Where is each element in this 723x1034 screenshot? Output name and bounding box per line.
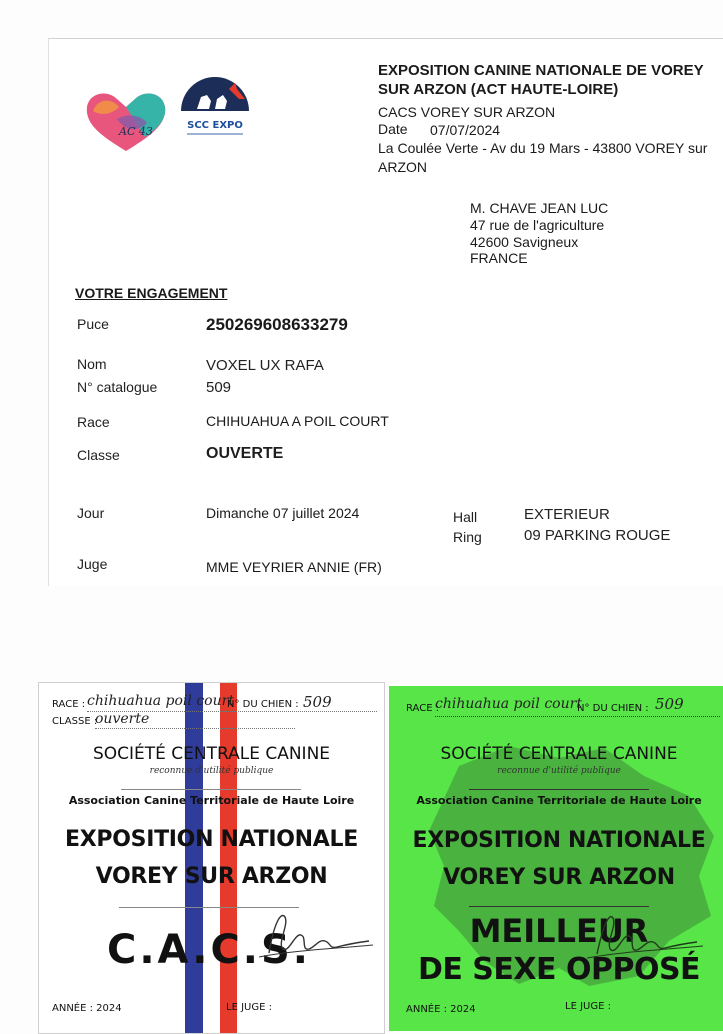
nom-label: Nom bbox=[77, 356, 107, 372]
race-value: CHIHUAHUA A POIL COURT bbox=[206, 413, 389, 429]
expo-name-line2: VOREY SUR ARZON bbox=[443, 865, 675, 890]
cacs-award-card bbox=[38, 682, 385, 1034]
expo-name-line2: VOREY SUR ARZON bbox=[95, 864, 328, 889]
juge-label: Juge bbox=[77, 556, 108, 572]
expo-name-line1: EXPOSITION NATIONALE bbox=[412, 828, 706, 853]
ring-value: 09 PARKING ROUGE bbox=[524, 527, 671, 544]
association-name: Association Canine Territoriale de Haute Loire bbox=[68, 794, 355, 807]
cacs-line: CACS VOREY SUR ARZON bbox=[378, 104, 556, 120]
nom-value: VOXEL UX RAFA bbox=[206, 357, 324, 374]
flag-white-stripe bbox=[203, 683, 220, 1033]
year-label: ANNÉE : 2024 bbox=[52, 1003, 122, 1014]
dog-number-value: 509 bbox=[303, 693, 332, 711]
ac43-logo bbox=[83, 89, 169, 155]
jour-value: Dimanche 07 juillet 2024 bbox=[206, 505, 360, 521]
puce-value: 250269608633279 bbox=[206, 315, 348, 334]
dog-number-label: N° DU CHIEN : bbox=[577, 703, 649, 714]
catalogue-value: 509 bbox=[206, 379, 232, 396]
judge-signature bbox=[579, 906, 709, 964]
judge-signature bbox=[249, 903, 379, 963]
engagement-sheet bbox=[48, 38, 723, 586]
jour-label: Jour bbox=[77, 505, 105, 521]
recipient-name: M. CHAVE JEAN LUC bbox=[470, 200, 609, 216]
classe-field-label: CLASSE : bbox=[52, 716, 98, 727]
dog-number-label: N° DU CHIEN : bbox=[227, 699, 299, 710]
org-name: SOCIÉTÉ CENTRALE CANINE bbox=[92, 744, 331, 764]
race-label: Race bbox=[77, 414, 110, 430]
classe-value: OUVERTE bbox=[206, 445, 284, 462]
hall-value: EXTERIEUR bbox=[524, 506, 610, 523]
juge-value: MME VEYRIER ANNIE (FR) bbox=[206, 559, 382, 575]
recipient-street: 47 rue de l'agriculture bbox=[470, 217, 605, 233]
recipient-city: 42600 Savigneux bbox=[470, 234, 579, 250]
ring-label: Ring bbox=[453, 529, 482, 545]
classe-label: Classe bbox=[77, 447, 120, 463]
race-field-label: RACE : bbox=[406, 703, 440, 714]
venue-address: La Coulée Verte - Av du 19 Mars - 43800 VOREY sur bbox=[378, 140, 708, 156]
classe-field-value: ouverte bbox=[95, 711, 150, 727]
flag-blue-stripe bbox=[185, 683, 203, 1033]
judge-label: LE JUGE : bbox=[565, 1001, 611, 1012]
puce-label: Puce bbox=[77, 316, 109, 332]
expo-name-line1: EXPOSITION NATIONALE bbox=[65, 827, 358, 852]
race-field-value: chihuahua poil court bbox=[87, 693, 234, 709]
year-label: ANNÉE : 2024 bbox=[406, 1004, 476, 1015]
flag-red-stripe bbox=[220, 683, 237, 1033]
venue-address-line2: ARZON bbox=[378, 159, 427, 175]
expo-title-line2: SUR ARZON (ACT HAUTE-LOIRE) bbox=[378, 81, 619, 98]
scc-expo-logo-text: SCC EXPO bbox=[187, 120, 243, 131]
dog-number-value: 509 bbox=[655, 695, 684, 713]
bos-award-card bbox=[389, 686, 723, 1031]
ac43-logo-text: AC 43 bbox=[119, 125, 153, 138]
date-label: Date bbox=[378, 121, 408, 137]
race-field-value: chihuahua poil court bbox=[435, 696, 582, 712]
expo-title: EXPOSITION CANINE NATIONALE DE VOREY bbox=[378, 62, 704, 79]
catalogue-label: N° catalogue bbox=[77, 379, 158, 395]
association-name: Association Canine Territoriale de Haute Loire bbox=[416, 794, 702, 807]
engagement-heading: VOTRE ENGAGEMENT bbox=[75, 285, 228, 301]
race-field-label: RACE : bbox=[52, 699, 86, 710]
org-subtitle: reconnue d'utilité publique bbox=[149, 766, 274, 776]
award-title-line2: DE SEXE OPPOSÉ bbox=[417, 952, 701, 987]
scc-expo-logo bbox=[175, 75, 255, 155]
award-title: C.A.C.S. bbox=[107, 927, 311, 973]
recipient-country: FRANCE bbox=[470, 250, 528, 266]
org-name: SOCIÉTÉ CENTRALE CANINE bbox=[440, 744, 678, 764]
award-title-line1: MEILLEUR bbox=[469, 912, 649, 950]
date-value: 07/07/2024 bbox=[430, 122, 501, 138]
judge-label: LE JUGE : bbox=[226, 1002, 272, 1013]
org-subtitle: reconnue d'utilité publique bbox=[497, 766, 621, 776]
hall-label: Hall bbox=[453, 509, 478, 525]
